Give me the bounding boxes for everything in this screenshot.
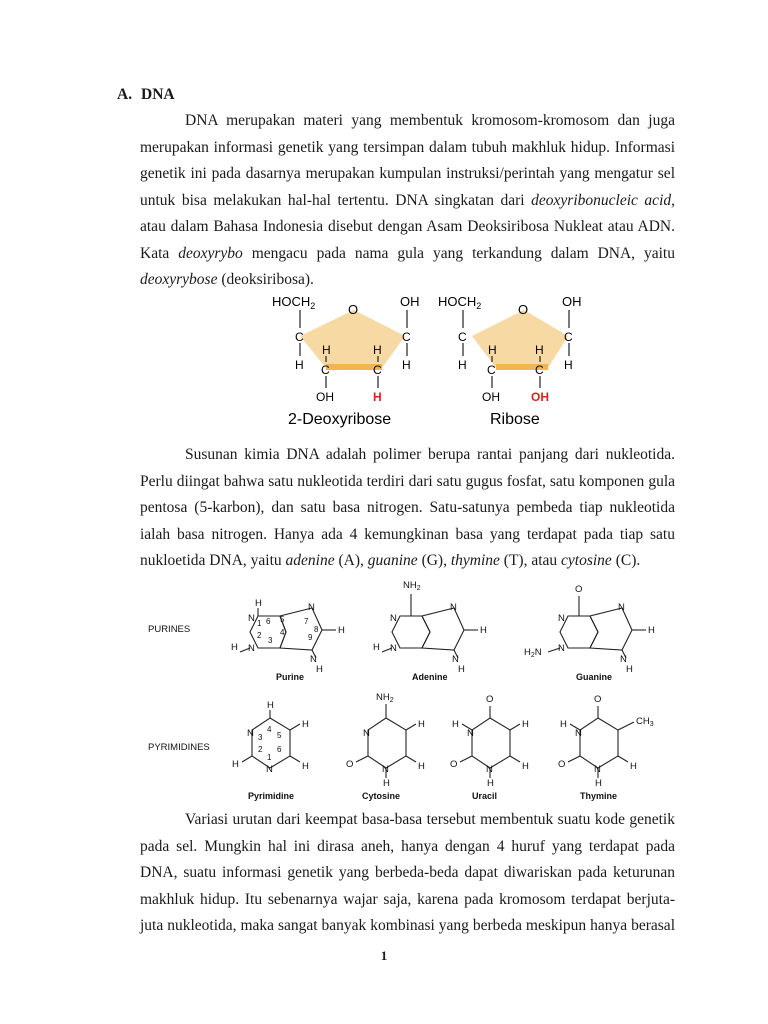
hydrogen-label: H	[402, 358, 411, 372]
n-label: N	[266, 764, 273, 775]
text-line: Variasi urutan dari keempat basa-basa tersebut membentuk suatu kode genetik	[185, 811, 675, 828]
h-label: H	[630, 761, 637, 772]
h-label: H	[316, 664, 323, 675]
n-label: N	[452, 654, 459, 665]
italic-term: thymine	[450, 552, 500, 569]
carbon-label: C	[458, 330, 467, 344]
h-label: H	[522, 761, 529, 772]
n-label: N	[558, 643, 565, 654]
ribose-structure	[438, 294, 582, 428]
h-label: H	[232, 759, 239, 770]
purine-labels	[231, 598, 345, 682]
atom-number: 5	[277, 731, 282, 740]
italic-term: deoxyrybo	[178, 244, 243, 262]
h-label: H	[626, 664, 633, 675]
nh2-label: $NH_2$	[376, 692, 394, 704]
text-span: mengacu pada nama gula yang terkandung dalam DNA, yaitu	[242, 244, 675, 262]
h-label: H	[480, 625, 487, 636]
h-label: H	[458, 664, 465, 675]
n-label: N	[450, 602, 457, 613]
text-line: genetik ini pada dasarnya merupakan kumpulan instruksi/perintah yang mengatur sel	[140, 165, 675, 182]
n-label: N	[308, 602, 315, 613]
sugar-structures-figure	[262, 288, 598, 434]
atom-number: 1	[257, 619, 262, 628]
italic-term: deoxyrybose	[140, 271, 218, 288]
text-line: merupakan informasi genetik yang tersimpan dalam tubuh makhluk hidup. Informasi	[140, 138, 675, 156]
pyrimidines-label: PYRIMIDINES	[148, 742, 210, 753]
text-span: (C).	[611, 552, 641, 569]
text-line: Susunan kimia DNA adalah polimer berupa rantai panjang dari nukleotida.	[185, 446, 675, 463]
ch3-label: $CH_3$	[636, 716, 654, 728]
n-label: N	[390, 643, 397, 654]
text-span: nukloetida DNA, yaitu	[140, 552, 286, 569]
o-label: O	[450, 759, 458, 770]
atom-number: 7	[304, 617, 309, 626]
hydroxyl-label: OH	[400, 294, 420, 309]
purines-label: PURINES	[148, 624, 191, 635]
h-label: H	[338, 625, 345, 636]
text-span: (deoksiribosa).	[217, 271, 314, 288]
hydrogen-label: H	[322, 343, 331, 357]
italic-term: guanine	[367, 552, 418, 569]
hydroxyl-label: OH	[482, 390, 500, 404]
oxygen-label: O	[518, 302, 529, 317]
atom-number: 8	[314, 625, 319, 634]
carbon-label: C	[402, 330, 411, 344]
h-label: H	[452, 719, 459, 730]
nh2-label: $NH_2$	[403, 580, 421, 592]
n-label: N	[382, 764, 389, 775]
h-label: H	[383, 778, 390, 789]
atom-number: 3	[268, 636, 273, 645]
text-line: DNA merupakan materi yang membentuk kromosom-kromosom dan juga	[185, 112, 675, 129]
text-line: ialah basa nitrogen. Hanya ada 4 kemungkinan basa yang terdapat pada tiap satu	[140, 525, 675, 543]
text-span: ,	[671, 191, 675, 209]
hydrogen-label: H	[535, 343, 544, 357]
section-heading	[117, 86, 175, 104]
text-span: (G),	[417, 552, 451, 569]
h-label: H	[560, 719, 567, 730]
thymine-structure	[568, 706, 634, 778]
highlight-hydroxyl-label: OH	[531, 390, 549, 404]
hydroxyl-label: OH	[316, 390, 334, 404]
n-label: N	[248, 613, 255, 624]
ring-shape	[300, 310, 405, 368]
text-line: makhluk hidup. Itu sebenarnya wajar saja, karena pada kromosom terdapat berjuta-	[140, 890, 675, 908]
n-label: N	[248, 643, 255, 654]
text-line	[140, 188, 675, 215]
ring-shape	[472, 310, 568, 368]
atom-number: 5	[280, 615, 285, 624]
cytosine-caption: Cytosine	[362, 791, 401, 801]
n-label: N	[363, 728, 370, 739]
h2n-label: $H_2N$	[524, 647, 542, 659]
o-label: O	[575, 584, 583, 595]
h-label: H	[648, 625, 655, 636]
atom-number: 2	[257, 631, 262, 640]
h-label: H	[522, 719, 529, 730]
hydrogen-label: H	[488, 343, 497, 357]
text-line	[140, 241, 675, 268]
guanine-caption: Guanine	[576, 672, 613, 682]
italic-term: cytosine	[561, 552, 612, 569]
o-label: O	[558, 759, 566, 770]
guanine-labels	[524, 584, 655, 682]
text-line	[140, 548, 675, 575]
n-label: N	[618, 602, 625, 613]
text-span: (A),	[334, 552, 368, 569]
text-span: Kata	[140, 244, 179, 262]
italic-term: deoxyribonucleic acid	[531, 191, 672, 209]
o-label: O	[486, 694, 494, 705]
thymine-caption: Thymine	[580, 791, 618, 801]
paragraph-dna-intro	[140, 108, 675, 294]
n-label: N	[620, 654, 627, 665]
text-line: atau dalam Bahasa Indonesia disebut dengan Asam Deoksiribosa Nukleat atau ADN.	[140, 218, 675, 235]
atom-number: 4	[280, 628, 285, 637]
h-label: H	[231, 642, 238, 653]
text-span: untuk bisa melakukan hal-hal tertentu. DNA singkatan dari	[140, 191, 532, 209]
hydrogen-label: H	[458, 358, 467, 372]
atom-number: 3	[258, 733, 263, 742]
n-label: N	[558, 613, 565, 624]
n-label: N	[594, 764, 601, 775]
italic-term: adenine	[285, 552, 335, 569]
hydrogen-label: H	[564, 358, 573, 372]
n-label: N	[390, 613, 397, 624]
h-label: H	[302, 719, 309, 730]
h-label: H	[418, 719, 425, 730]
n-label: N	[486, 764, 493, 775]
uracil-caption: Uracil	[472, 791, 498, 801]
deoxyribose-caption: 2-Deoxyribose	[288, 411, 392, 428]
h-label: H	[302, 761, 309, 772]
text-line: pentosa (5-karbon), dan satu basa nitrogen. Satu-satunya pembeda tiap nukleotida	[140, 499, 675, 516]
h-label: H	[595, 778, 602, 789]
text-line: juta nukleotida, maka sangat banyak kombinasi yang berbeda meskipun hanya berasal	[140, 917, 675, 934]
h-label: H	[267, 700, 274, 711]
hydroxyl-label: OH	[562, 294, 582, 309]
highlight-hydrogen-label: H	[373, 390, 382, 404]
paragraph-genetic-code	[140, 807, 675, 940]
n-label: N	[467, 728, 474, 739]
hydrogen-label: H	[373, 343, 382, 357]
atom-number: 6	[277, 745, 282, 754]
ribose-caption: Ribose	[490, 411, 540, 428]
carbon-label: C	[373, 363, 382, 377]
section-number: A.	[117, 86, 133, 103]
page-number: 1	[380, 948, 388, 963]
hoch2-label: $HOCH_2$	[438, 294, 482, 311]
deoxyribose-structure	[272, 294, 420, 428]
atom-number: 2	[258, 745, 263, 754]
purine-caption: Purine	[276, 672, 305, 682]
n-label: N	[310, 654, 317, 665]
o-label: O	[346, 759, 354, 770]
paragraph-nucleotide	[140, 442, 675, 575]
atom-number: 1	[267, 753, 272, 762]
hoch2-label: $HOCH_2$	[272, 294, 316, 311]
text-line: Perlu diingat bahwa satu nukleotida terdiri dari satu gugus fosfat, satu komponen gula	[140, 472, 675, 490]
carbon-label: C	[321, 363, 330, 377]
adenine-caption: Adenine	[412, 672, 448, 682]
carbon-label: C	[487, 363, 496, 377]
h-label: H	[418, 761, 425, 772]
h-label: H	[487, 778, 494, 789]
atom-number: 4	[267, 725, 272, 734]
text-span: (T), atau	[499, 552, 562, 569]
n-label: N	[575, 728, 582, 739]
text-line: pada sel. Mungkin hal ini dirasa aneh, hanya dengan 4 huruf yang terdapat pada	[140, 837, 675, 855]
carbon-label: C	[295, 330, 304, 344]
oxygen-label: O	[348, 302, 359, 317]
h-label: H	[373, 642, 380, 653]
carbon-label: C	[564, 330, 573, 344]
pyrimidine-caption: Pyrimidine	[248, 791, 295, 801]
atom-number: 9	[308, 633, 313, 642]
hydrogen-label: H	[295, 358, 304, 372]
o-label: O	[594, 694, 602, 705]
nitrogen-bases-figure	[140, 572, 680, 808]
carbon-label: C	[535, 363, 544, 377]
h-label: H	[255, 598, 262, 609]
atom-number: 6	[266, 617, 271, 626]
thymine-labels	[558, 694, 654, 801]
n-label: N	[247, 728, 254, 739]
section-title: DNA	[141, 86, 175, 103]
text-line: DNA, suatu informasi genetik yang berbeda-beda dapat diwariskan pada keturunan	[140, 864, 675, 881]
